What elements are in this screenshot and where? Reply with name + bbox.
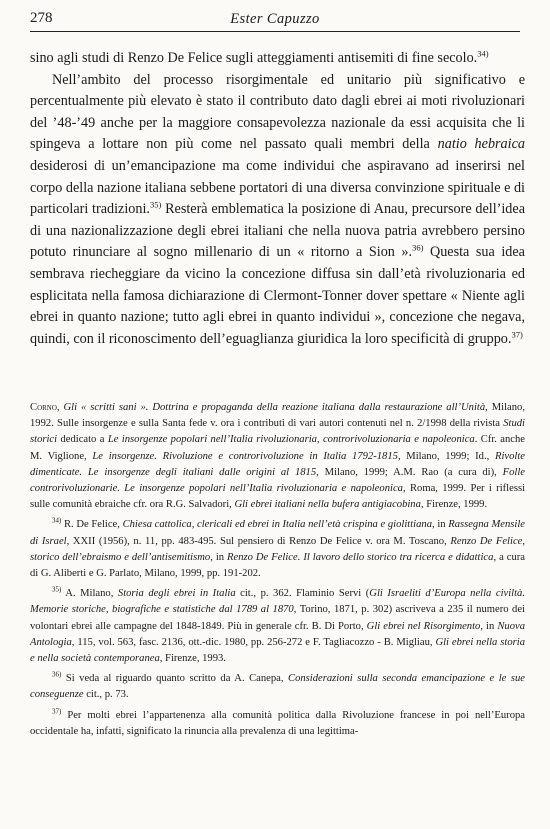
footnote-35: $^{35)}$ A. Milano, Storia degli ebrei in Italia cit., p. 362. Flaminio Servi (Gli Israeliti d’Europa nella civiltà. Memorie storiche, biografiche e statistiche dal 1789 al 1870, Torino, 1871, p. 302) ascriveva a 235 il numero dei volontari ebrei alle campagne del 1848-1849. Più in generale cfr. B. Di Porto, Gli ebrei nel Risorgimento, in Nuova Antologia, 115, vol. 563, fasc. 2136, ott.-dic. 1980, pp. 256-272 e F. Tagliacozzo - B. Migliau, Gli ebrei nella storia e nella società contemporanea, Firenze, 1993.: [30, 585, 525, 665]
paragraph: sino agli studi di Renzo De Felice sugli atteggiamenti antisemiti di fine secolo.$^{34)}$: [30, 48, 489, 66]
page-number: 278: [30, 10, 53, 26]
footnote-37: $^{37)}$ Per molti ebrei l’appartenenza alla comunità politica dalla Rivoluzione francese in poi nell’Europa occidentale ha, infatti, significato la rinuncia alla prevalenza di una legittima-: [30, 707, 525, 737]
footnote-number: 35): [52, 585, 62, 594]
latin-term: natio hebraica: [437, 136, 525, 153]
footnote-ref: 37): [511, 328, 523, 339]
footnote-33-continued: Corno, Gli « scritti sani ». Dottrina e propaganda della reazione italiana dalla restaurazione all’Unità, Milano, 1992. Sulle insorgenze e sulla Santa fede v. ora i contributi di vari autori contenuti nel n. 2/1998 della rivista Studi storici dedicato a Le insorgenze popolari nell’Italia rivoluzionaria, controrivoluzionaria e napoleonica. Cfr. anche M. Viglione, Le insorgenze. Rivoluzione e controrivoluzione in Italia 1792-1815, Milano, 1999; Id., Rivolte dimenticate. Le insorgenze degli italiani dalle origini al 1815, Milano, 1999; A.M. Rao (a cura di), Folle controrivoluzionarie. Le insorgenze popolari nell’Italia rivoluzionaria e napoleonica, Roma, 1999. Per i riflessi sulle comunità ebraiche cfr. ora R.G. Salvadori, Gli ebrei italiani nella bufera antigiacobina, Firenze, 1999.: [30, 402, 526, 511]
header-rule: [30, 31, 520, 32]
footnote-number: 36): [52, 670, 62, 679]
footnote-34: $^{34)}$ R. De Felice, Chiesa cattolica, clericali ed ebrei in Italia nell’età crispina e giolittiana, in Rassegna Mensile di Israel, XXII (1956), n. 11, pp. 483-495. Sul pensiero di Renzo De Felice v. ora M. Toscano, Renzo De Felice, storico dell’ebraismo e dell’antisemitismo, in Renzo De Felice. Il lavoro dello storico tra ricerca e didattica, a cura di G. Aliberti e G. Parlato, Milano, 1999, pp. 191-202.: [30, 516, 526, 580]
footnote-ref: 35): [149, 199, 162, 210]
body-text: [30, 48, 525, 350]
page-header: [30, 10, 520, 32]
footnote-ref: 34): [477, 48, 489, 59]
footnotes: [30, 400, 525, 744]
paragraph: Nell’ambito del processo risorgimentale ed unitario più significativo e percentualmente più elevato è stato il contributo dato dagli ebrei ai moti rivoluzionari del ’48-’49 anche per la maggiore consapevolezza nazionale da essi acquisita che li spingeva a lottare non più come nel passato quali membri della natio hebraica desiderosi di un’emancipazione ma come individui che aspiravano ad inserirsi nel corpo della nazione italiana sebbene portatori di una diversa convinzione spirituale e di particolari tradizioni.$^{35)}$ Resterà emblematica la posizione di Anau, precursore dell’idea di una nazionalizzazione degli ebrei italiani che nella nuova patria avrebbero persino potuto rinunciare al sogno millenario di un « ritorno a Sion ».$^{36)}$ Questa sua idea sembrava riecheggiare da vicino la concezione diffusa sin dall’età rivoluzionaria ed esplicitata nella famosa dichiarazione di Clermont-Tonner dover spettare « Niente agli ebrei in quanto nazione; tutto agli ebrei in quanto individui », concezione che negava, quindi, con il riconoscimento dell’eguaglianza giuridica la loro specificità di gruppo.$^{37)}$: [30, 71, 525, 347]
footnote-number: 34): [52, 516, 62, 525]
footnote-number: 37): [52, 707, 62, 716]
running-head: Ester Capuzzo: [230, 11, 320, 27]
footnote-ref: 36): [412, 242, 424, 253]
footnote-36: $^{36)}$ Si veda al riguardo quanto scritto da A. Canepa, Considerazioni sulla seconda emancipazione e le sue conseguenze cit., p. 73.: [30, 670, 525, 701]
